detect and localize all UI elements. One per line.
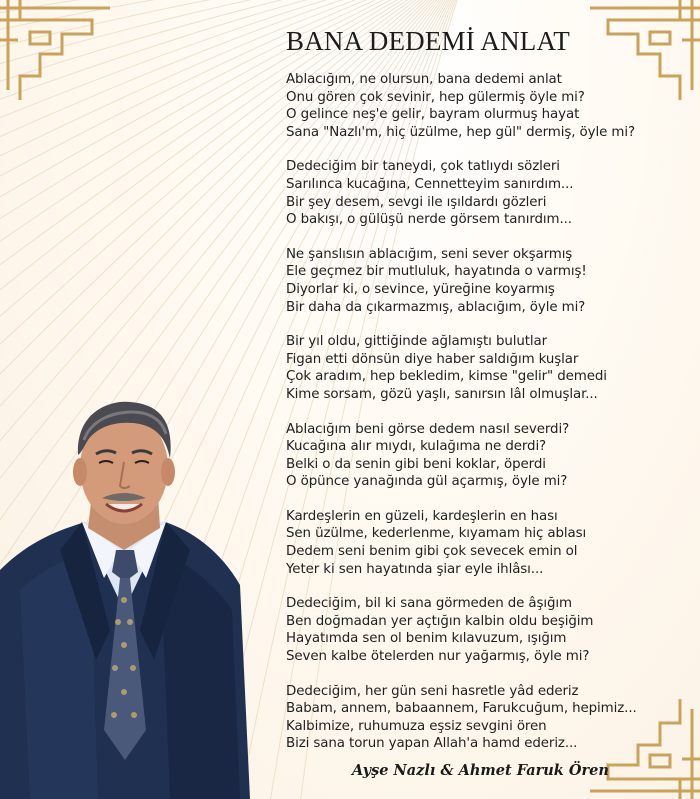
author-signature: Ayşe Nazlı & Ahmet Faruk Ören [352,762,609,779]
poem-line: Seven kalbe ötelerden nur yağarmış, öyle mi? [286,649,590,665]
poem-line: Ablacığım, ne olursun, bana dedemi anlat [286,72,562,87]
poem-line: Dedeciğim, bil ki sana görmeden de âşığım [286,596,572,612]
poem-line: Bizi sana torun yapan Allah'a hamd ederiz... [286,736,578,752]
poem-line: Bir şey desem, sevgi ile ışıldardı gözleri [286,194,547,210]
poem-line: Yeter ki sen hayatında şiar eyle ihlâsı... [286,561,544,577]
corner-ornament-icon [0,0,130,100]
portrait-photo [0,400,250,799]
poem-block [286,26,686,770]
poem-line: Çok aradım, hep bekledim, kimse "gelir" demedi [286,369,607,385]
poem-line: Kime sorsam, gözü yaşlı, sanırsın lâl olmuşlar... [286,386,598,402]
poem-line: Hayatımda sen ol benim kılavuzum, ışığım [286,631,567,647]
poem-stanza [286,595,686,665]
poem-line: Ne şanslısın ablacığım, seni sever okşarmış [286,246,573,262]
poem-stanza [286,683,686,753]
poem-line: O öpünce yanağında gül açarmış, öyle mi? [286,474,568,490]
poem-line: Sana "Nazlı'm, hiç üzülme, hep gül" dermiş, öyle mi? [286,124,635,140]
poem-line: Babam, annem, babaannem, Farukcuğum, hepimiz... [286,701,637,717]
poem-line: Kalbimize, ruhumuza eşsiz sevgini ören [286,718,547,734]
poem-line: Ben doğmadan yer açtığın kalbin oldu beşiğim [286,613,594,629]
poem-line: Figan etti dönsün diye haber saldığım kuşlar [286,351,579,367]
poem-line: Belki o da senin gibi beni koklar, öperdi [286,456,546,472]
poem-line: Onu gören çok sevinir, hep gülermiş öyle mi? [286,89,585,105]
poem-line: Bir yıl oldu, gittiğinde ağlamıştı bulutlar [286,334,548,350]
poem-line: Kucağına alır mıydı, kulağıma ne derdi? [286,439,547,455]
poem-line: Ele geçmez bir mutluluk, hayatında o varmış! [286,264,587,280]
poem-line: Dedeciğim bir taneydi, çok tatlıydı sözleri [286,159,560,175]
poem-title: BANA DEDEMİ ANLAT [286,26,570,56]
poem-line: Dedeciğim, her gün seni hasretle yâd ederiz [286,683,579,699]
poem-line: Bir daha da çıkarmazmış, ablacığım, öyle mi? [286,299,586,315]
poem-stanzas [286,71,686,753]
poem-stanza [286,158,686,228]
poem-stanza [286,421,686,491]
poem-line: Dedem seni benim gibi çok sevecek emin ol [286,544,578,560]
poem-stanza [286,71,686,141]
poem-stanza [286,246,686,316]
poem-stanza [286,333,686,403]
poem-line: Diyorlar ki, o sevince, yüreğine koyarmış [286,281,555,297]
poem-line: Kardeşlerin en güzeli, kardeşlerin en hası [286,508,558,524]
poem-line: O gelince neş'e gelir, bayram olurmuş hayat [286,107,580,123]
poem-line: Ablacığım beni görse dedem nasıl severdi? [286,421,570,437]
poem-stanza [286,508,686,578]
poem-line: Sen üzülme, kederlenme, kıyamam hiç ablası [286,526,587,542]
poem-line: Sarılınca kucağına, Cennetteyim sanırdım... [286,176,574,192]
poem-line: O bakışı, o gülüşü nerde görsem tanırdım... [286,212,572,228]
